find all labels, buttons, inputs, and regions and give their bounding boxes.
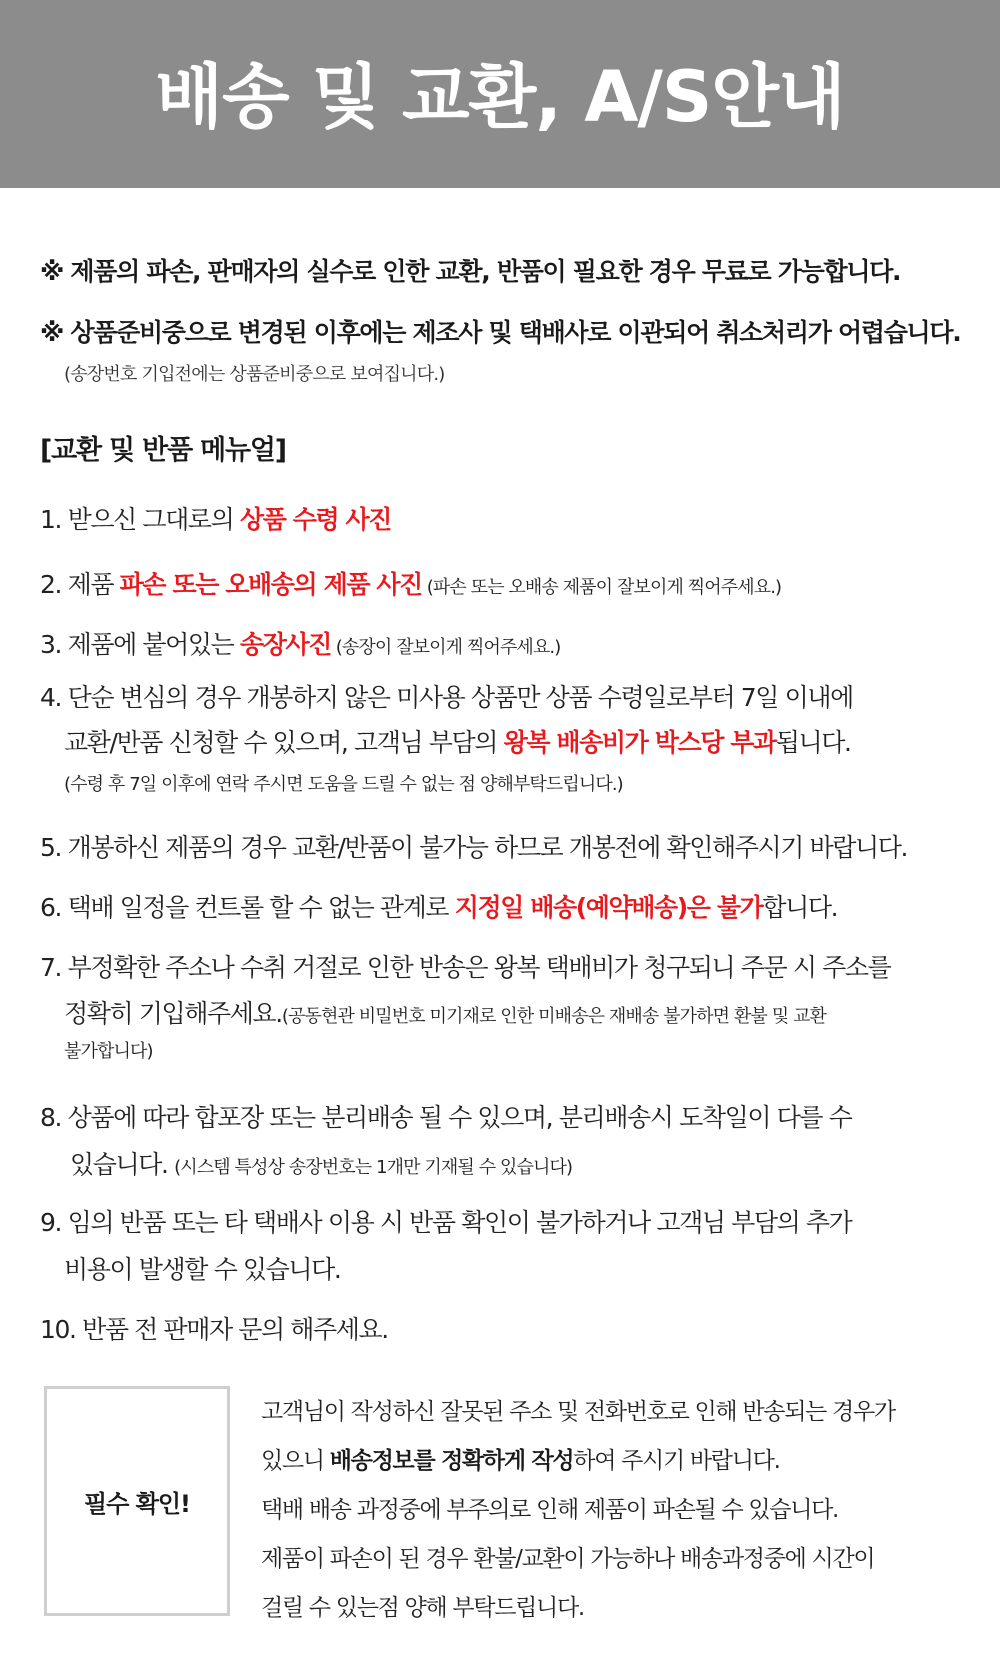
manual-item-2-note: (파손 또는 오배송 제품이 잘보이게 찍어주세요.) bbox=[421, 577, 782, 598]
manual-item-7-note: (공동현관 비밀번호 미기재로 인한 미배송은 재배송 불가하면 환불 및 교환 bbox=[281, 1006, 827, 1027]
required-note-line-4: 제품이 파손이 된 경우 환불/교환이 가능하나 배송과정중에 시간이 bbox=[261, 1546, 875, 1572]
manual-item-4-highlight: 왕복 배송비가 박스당 부과 bbox=[503, 728, 776, 757]
manual-item-4-line-2 bbox=[64, 723, 851, 759]
manual-item-5: 5. 개봉하신 제품의 경우 교환/반품이 불가능 하므로 개봉전에 확인해주시기 바랍니다. bbox=[40, 833, 908, 862]
header-banner bbox=[0, 0, 1000, 188]
required-note-line-1: 고객님이 작성하신 잘못된 주소 및 전화번호로 인해 반송되는 경우가 bbox=[261, 1399, 895, 1425]
manual-item-6-text: 6. 택배 일정을 컨트롤 할 수 없는 관계로 bbox=[40, 893, 455, 922]
manual-item-3 bbox=[40, 625, 560, 661]
manual-item-1-highlight: 상품 수령 사진 bbox=[239, 505, 392, 534]
manual-item-1 bbox=[40, 500, 391, 536]
manual-item-8-text: 있습니다. bbox=[70, 1150, 175, 1179]
notice-cancel-difficult: ※ 상품준비중으로 변경된 이후에는 제조사 및 택배사로 이관되어 취소처리가 어렵습니다. bbox=[40, 318, 961, 347]
manual-item-1-text: 1. 받으신 그대로의 bbox=[40, 505, 240, 534]
manual-item-7-text: 정확히 기입해주세요. bbox=[64, 999, 282, 1028]
manual-item-3-note: (송장이 잘보이게 찍어주세요.) bbox=[330, 637, 561, 658]
manual-item-4-line-1: 4. 단순 변심의 경우 개봉하지 않은 미사용 상품만 상품 수령일로부터 7일 이내에 bbox=[40, 683, 853, 712]
manual-item-2-highlight: 파손 또는 오배송의 제품 사진 bbox=[119, 570, 422, 599]
notice-cancel-note: (송장번호 기입전에는 상품준비중으로 보여집니다.) bbox=[64, 364, 445, 385]
manual-title: [교환 및 반품 메뉴얼] bbox=[40, 435, 286, 466]
manual-item-4-note: (수령 후 7일 이후에 연락 주시면 도움을 드릴 수 없는 점 양해부탁드립니다.) bbox=[64, 774, 623, 795]
manual-item-7-line-3: 불가합니다) bbox=[64, 1041, 153, 1062]
required-note-highlight: 배송정보를 정확하게 작성 bbox=[329, 1448, 574, 1474]
manual-item-6-highlight: 지정일 배송(예약배송)은 불가 bbox=[454, 893, 763, 922]
manual-item-2 bbox=[40, 565, 781, 601]
manual-item-7-line-2 bbox=[64, 994, 826, 1030]
manual-item-7-line-1: 7. 부정확한 주소나 수취 거절로 인한 반송은 왕복 택배비가 청구되니 주문 시 주소를 bbox=[40, 953, 891, 982]
manual-item-4-text: 교환/반품 신청할 수 있으며, 고객님 부담의 bbox=[64, 728, 504, 757]
required-note-suffix: 하여 주시기 바랍니다. bbox=[573, 1448, 780, 1474]
required-note-line-3: 택배 배송 과정중에 부주의로 인해 제품이 파손될 수 있습니다. bbox=[261, 1497, 839, 1523]
manual-item-8-line-1: 8. 상품에 따라 합포장 또는 분리배송 될 수 있으며, 분리배송시 도착일이 다를 수 bbox=[40, 1103, 852, 1132]
manual-item-10: 10. 반품 전 판매자 문의 해주세요. bbox=[40, 1315, 388, 1344]
notice-free-exchange: ※ 제품의 파손, 판매자의 실수로 인한 교환, 반품이 필요한 경우 무료로 가능합니다. bbox=[40, 257, 901, 286]
manual-item-3-highlight: 송장사진 bbox=[239, 630, 331, 659]
required-note-text: 있으니 bbox=[261, 1448, 330, 1474]
required-note-line-5: 걸릴 수 있는점 양해 부탁드립니다. bbox=[261, 1595, 584, 1621]
manual-item-4-suffix: 됩니다. bbox=[775, 728, 851, 757]
manual-item-2-text: 2. 제품 bbox=[40, 570, 120, 599]
manual-item-6-suffix: 합니다. bbox=[762, 893, 838, 922]
manual-item-9-line-2: 비용이 발생할 수 있습니다. bbox=[64, 1255, 341, 1284]
manual-item-6 bbox=[40, 888, 837, 924]
required-check-label: 필수 확인! bbox=[83, 1489, 191, 1518]
manual-item-9-line-1: 9. 임의 반품 또는 타 택배사 이용 시 반품 확인이 불가하거나 고객님 부담의 추가 bbox=[40, 1208, 852, 1237]
manual-item-8-note: (시스템 특성상 송장번호는 1개만 기재될 수 있습니다) bbox=[174, 1157, 573, 1178]
manual-item-8-line-2 bbox=[70, 1145, 572, 1181]
page-title: 배송 및 교환, A/S안내 bbox=[155, 55, 845, 138]
required-note-line-2 bbox=[261, 1442, 780, 1475]
manual-item-3-text: 3. 제품에 붙어있는 bbox=[40, 630, 240, 659]
required-check-box bbox=[44, 1386, 230, 1616]
